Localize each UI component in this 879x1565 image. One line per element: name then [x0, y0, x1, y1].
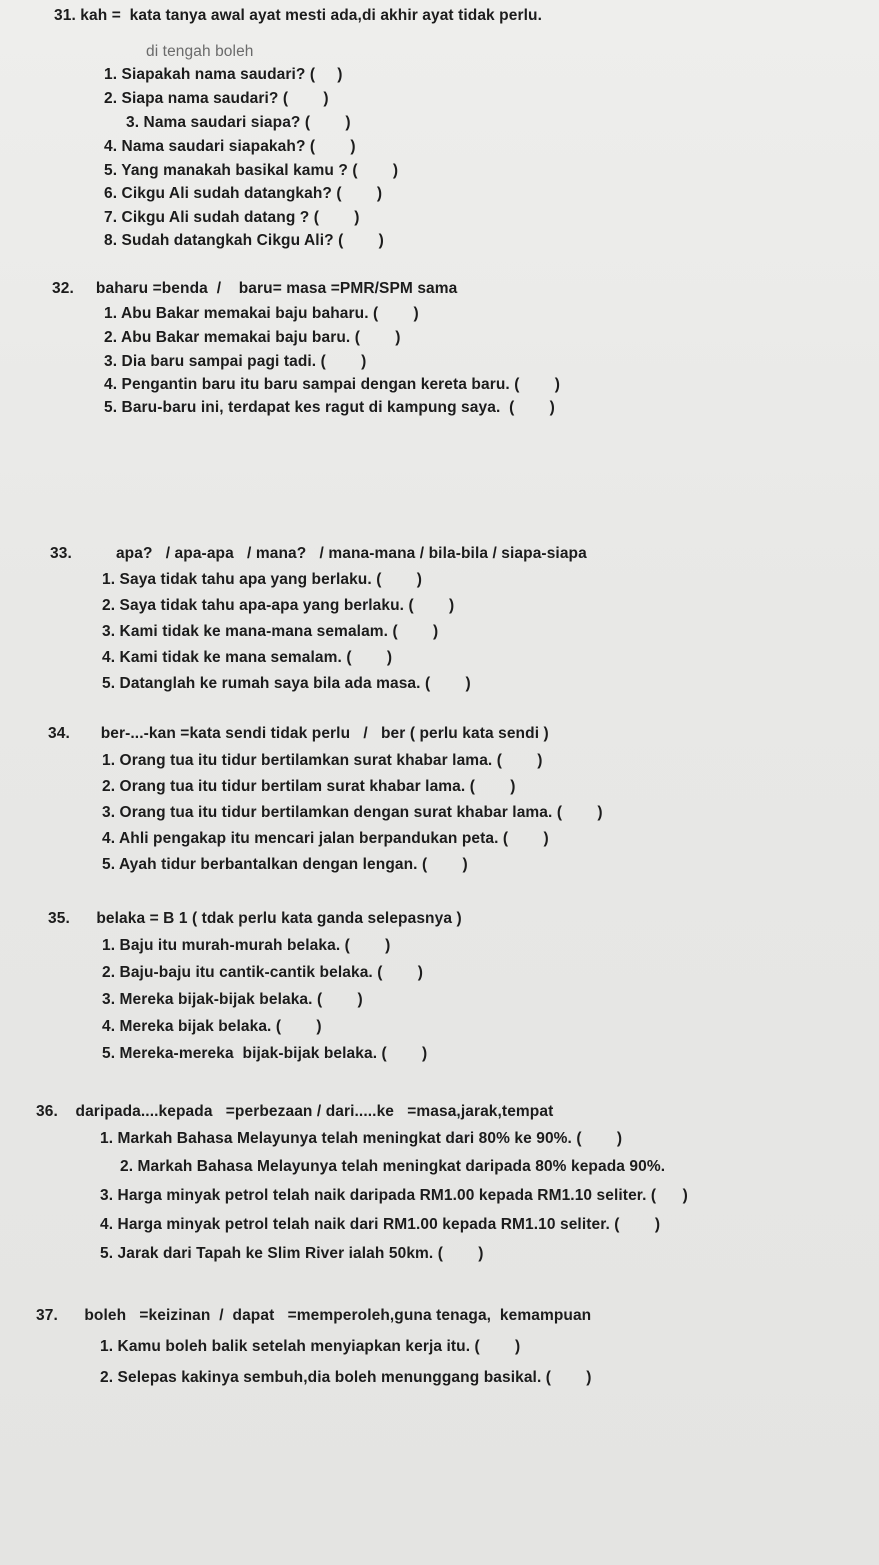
section-number: 33. [50, 545, 72, 562]
section-31-heading [54, 6, 542, 26]
question-31-1: 1. Siapakah nama saudari? ( ) [104, 66, 343, 83]
question-35-4: 4. Mereka bijak belaka. ( ) [102, 1018, 322, 1035]
question-37-2: 2. Selepas kakinya sembuh,dia boleh menunggang basikal. ( ) [100, 1369, 592, 1386]
section-31-subheading: di tengah boleh [146, 43, 254, 60]
question-33-5: 5. Datanglah ke rumah saya bila ada masa. ( ) [102, 675, 471, 692]
question-32-2: 2. Abu Bakar memakai baju baru. ( ) [104, 329, 401, 346]
section-heading-text: boleh =keizinan / dapat =memperoleh,guna tenaga, kemampuan [84, 1307, 592, 1324]
question-34-1: 1. Orang tua itu tidur bertilamkan surat khabar lama. ( ) [102, 752, 543, 769]
question-31-5: 5. Yang manakah basikal kamu ? ( ) [104, 162, 399, 179]
section-heading-text: baharu =benda / baru= masa =PMR/SPM sama [95, 280, 458, 297]
question-31-4: 4. Nama saudari siapakah? ( ) [104, 138, 356, 155]
question-32-5: 5. Baru-baru ini, terdapat kes ragut di kampung saya. ( ) [104, 399, 555, 416]
section-heading-text: daripada....kepada =perbezaan / dari.....ke =masa,jarak,tempat [75, 1103, 554, 1120]
question-34-5: 5. Ayah tidur berbantalkan dengan lengan. ( ) [102, 856, 468, 873]
section-number: 36. [36, 1103, 58, 1120]
question-31-7: 7. Cikgu Ali sudah datang ? ( ) [104, 209, 360, 226]
section-33-heading [50, 544, 587, 564]
section-number: 35. [48, 910, 70, 927]
question-35-2: 2. Baju-baju itu cantik-cantik belaka. ( ) [102, 964, 423, 981]
section-34-heading [48, 724, 549, 744]
section-heading-text: apa? / apa-apa / mana? / mana-mana / bila-bila / siapa-siapa [115, 545, 587, 562]
section-number: 32. [52, 280, 74, 297]
question-34-3: 3. Orang tua itu tidur bertilamkan dengan surat khabar lama. ( ) [102, 804, 603, 821]
section-number: 34. [48, 725, 70, 742]
question-36-2: 2. Markah Bahasa Melayunya telah meningkat daripada 80% kepada 90%. [120, 1158, 666, 1175]
question-33-1: 1. Saya tidak tahu apa yang berlaku. ( ) [102, 571, 422, 588]
section-number: 37. [36, 1307, 58, 1324]
section-number: 31. [54, 7, 76, 24]
question-36-1: 1. Markah Bahasa Melayunya telah meningkat dari 80% ke 90%. ( ) [100, 1130, 623, 1147]
question-35-1: 1. Baju itu murah-murah belaka. ( ) [102, 937, 391, 954]
section-heading-text: ber-...-kan =kata sendi tidak perlu / ber ( perlu kata sendi ) [100, 725, 549, 742]
question-32-1: 1. Abu Bakar memakai baju baharu. ( ) [104, 305, 419, 322]
question-33-3: 3. Kami tidak ke mana-mana semalam. ( ) [102, 623, 439, 640]
section-36-heading [36, 1102, 553, 1122]
question-36-3: 3. Harga minyak petrol telah naik daripada RM1.00 kepada RM1.10 seliter. ( ) [100, 1187, 688, 1204]
section-35-heading [48, 909, 462, 929]
question-36-5: 5. Jarak dari Tapah ke Slim River ialah 50km. ( ) [100, 1245, 484, 1262]
question-35-5: 5. Mereka-mereka bijak-bijak belaka. ( ) [102, 1045, 428, 1062]
section-32-heading [52, 279, 457, 299]
section-heading-text: kah = kata tanya awal ayat mesti ada,di akhir ayat tidak perlu. [80, 7, 542, 24]
question-35-3: 3. Mereka bijak-bijak belaka. ( ) [102, 991, 363, 1008]
question-33-4: 4. Kami tidak ke mana semalam. ( ) [102, 649, 393, 666]
question-32-3: 3. Dia baru sampai pagi tadi. ( ) [104, 353, 367, 370]
section-37-heading [36, 1306, 591, 1326]
question-32-4: 4. Pengantin baru itu baru sampai dengan kereta baru. ( ) [104, 376, 560, 393]
question-31-6: 6. Cikgu Ali sudah datangkah? ( ) [104, 185, 383, 202]
question-36-4: 4. Harga minyak petrol telah naik dari RM1.00 kepada RM1.10 seliter. ( ) [100, 1216, 661, 1233]
question-31-2: 2. Siapa nama saudari? ( ) [104, 90, 329, 107]
question-31-8: 8. Sudah datangkah Cikgu Ali? ( ) [104, 232, 384, 249]
question-34-2: 2. Orang tua itu tidur bertilam surat khabar lama. ( ) [102, 778, 516, 795]
question-37-1: 1. Kamu boleh balik setelah menyiapkan kerja itu. ( ) [100, 1338, 521, 1355]
section-heading-text: belaka = B 1 ( tdak perlu kata ganda selepasnya ) [96, 910, 462, 927]
question-34-4: 4. Ahli pengakap itu mencari jalan berpandukan peta. ( ) [102, 830, 549, 847]
question-33-2: 2. Saya tidak tahu apa-apa yang berlaku. ( ) [102, 597, 455, 614]
question-31-3: 3. Nama saudari siapa? ( ) [126, 114, 351, 131]
